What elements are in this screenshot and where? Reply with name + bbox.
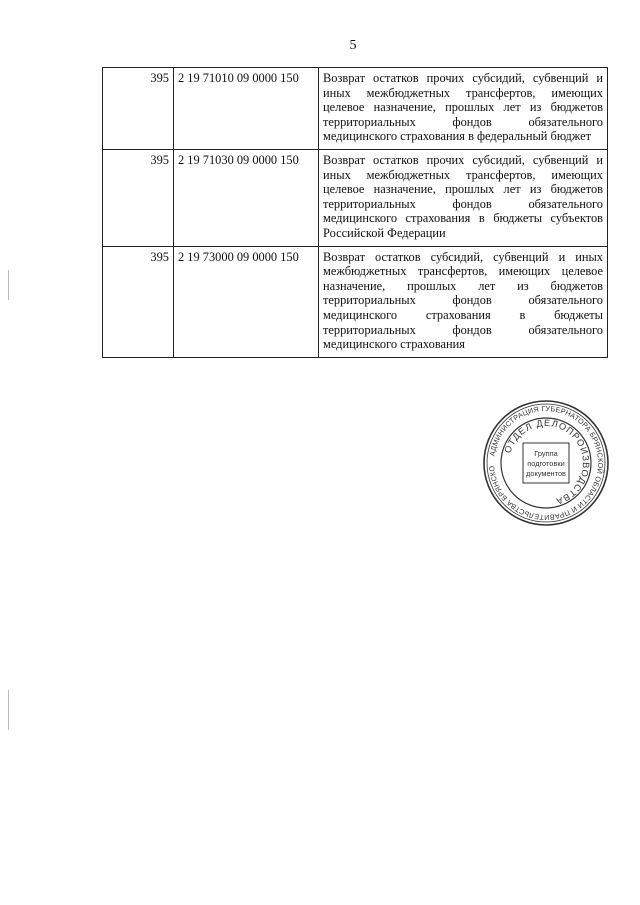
budget-classification-table	[102, 67, 608, 358]
budget-code-cell: 2 19 71010 09 0000 150	[174, 68, 319, 150]
admin-code-cell: 395	[103, 246, 174, 357]
stamp-inner-text: ОТДЕЛ ДЕЛОПРОИЗВОДСТВА	[502, 417, 592, 507]
stamp-center-line: Группа	[534, 449, 558, 458]
scan-mark	[8, 270, 9, 300]
stamp-seal-icon	[481, 398, 611, 528]
description-cell: Возврат остатков прочих субсидий, субвенций и иных межбюджетных трансфертов, имеющих целевое назначение, прошлых лет из бюджетов территориальных фондов обязательного медицинского страхования в бюджеты субъектов Российской Федерации	[319, 149, 608, 246]
description-cell: Возврат остатков субсидий, субвенций и иных межбюджетных трансфертов, имеющих целевое назначение, прошлых лет из бюджетов территориальных фондов обязательного медицинского страхования в бюджеты территориальных фондов обязательного медицинского страхования	[319, 246, 608, 357]
admin-code-cell: 395	[103, 149, 174, 246]
stamp-center-line: документов	[526, 469, 566, 478]
table-row	[103, 246, 608, 357]
stamp-outer-text: АДМИНИСТРАЦИЯ ГУБЕРНАТОРА БРЯНСКОЙ ОБЛАСТИ И ПРАВИТЕЛЬСТВА БРЯНСКО	[487, 403, 606, 523]
description-cell: Возврат остатков прочих субсидий, субвенций и иных межбюджетных трансфертов, имеющих целевое назначение, прошлых лет из бюджетов территориальных фондов обязательного медицинского страхования в федеральный бюджет	[319, 68, 608, 150]
stamp-center-line: подготовки	[527, 459, 565, 468]
budget-code-cell: 2 19 71030 09 0000 150	[174, 149, 319, 246]
budget-code-cell: 2 19 73000 09 0000 150	[174, 246, 319, 357]
official-stamp	[481, 398, 611, 528]
table-row	[103, 149, 608, 246]
scan-mark	[8, 690, 9, 730]
admin-code-cell: 395	[103, 68, 174, 150]
table-row	[103, 68, 608, 150]
page-number: 5	[349, 38, 357, 53]
